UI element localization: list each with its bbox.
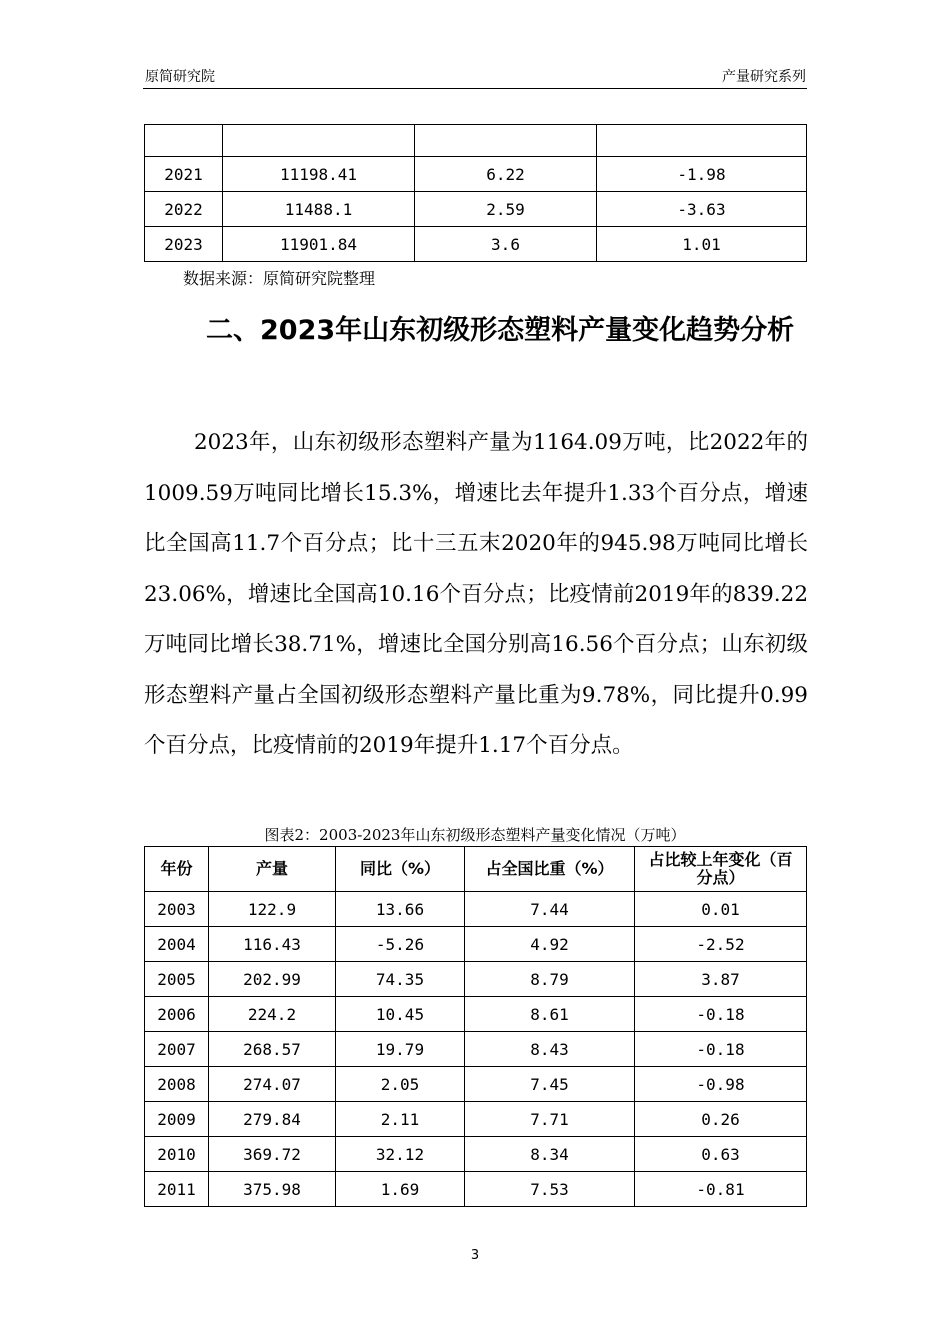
table-cell: 2.11 [336,1102,465,1137]
table-cell: 2006 [145,997,209,1032]
table-cell: -0.81 [635,1172,807,1207]
section-heading: 二、2023年山东初级形态塑料产量变化趋势分析 [206,315,795,346]
table-cell: 268.57 [209,1032,336,1067]
table-cell: 0.26 [635,1102,807,1137]
table-cell [597,125,807,157]
table-cell: 2.59 [415,192,597,227]
table-row [145,157,807,192]
table-cell: 7.53 [465,1172,635,1207]
table-cell: 4.92 [465,927,635,962]
table-cell: 2003 [145,892,209,927]
table-cell: 74.35 [336,962,465,997]
table-row [145,192,807,227]
table-row [145,892,807,927]
header-share-change: 占比较上年变化（百分点） [635,847,807,892]
table-cell: -0.18 [635,997,807,1032]
table-cell: 279.84 [209,1102,336,1137]
table-cell: 6.22 [415,157,597,192]
table-continued [144,124,807,262]
table-cell: 2007 [145,1032,209,1067]
table-cell: 1.69 [336,1172,465,1207]
data-source-note: 数据来源：原简研究院整理 [183,269,376,288]
table-row [145,1137,807,1172]
header-series-name: 产量研究系列 [722,69,806,85]
header-divider [143,88,807,89]
table-cell: 19.79 [336,1032,465,1067]
table-cell: 2009 [145,1102,209,1137]
table-cell: 1.01 [597,227,807,262]
table-cell: -3.63 [597,192,807,227]
table-cell: 2008 [145,1067,209,1102]
table-cell: 8.79 [465,962,635,997]
table-cell: 32.12 [336,1137,465,1172]
page-number: 3 [470,1248,480,1263]
header-yoy: 同比（%） [336,847,465,892]
table-cell: 2010 [145,1137,209,1172]
table-cell: 8.34 [465,1137,635,1172]
table-cell: 8.43 [465,1032,635,1067]
table-cell: 202.99 [209,962,336,997]
header-year: 年份 [145,847,209,892]
table-cell: 13.66 [336,892,465,927]
table-cell: 2021 [145,157,223,192]
table-header-row [145,847,807,892]
table-cell: 3.6 [415,227,597,262]
table-row [145,227,807,262]
table-cell: -2.52 [635,927,807,962]
table-cell: 2011 [145,1172,209,1207]
table-row [145,1067,807,1102]
table-cell: 11488.1 [223,192,415,227]
table-row-blank [145,125,807,157]
table-cell: 2005 [145,962,209,997]
table-cell: 116.43 [209,927,336,962]
table-cell: -0.98 [635,1067,807,1102]
table-cell: 7.45 [465,1067,635,1102]
table-cell [415,125,597,157]
table-caption: 图表2：2003-2023年山东初级形态塑料产量变化情况（万吨） [264,826,686,844]
table-cell: 369.72 [209,1137,336,1172]
table-cell: 3.87 [635,962,807,997]
table-row [145,927,807,962]
header-output: 产量 [209,847,336,892]
table-cell: 0.01 [635,892,807,927]
table-cell: 375.98 [209,1172,336,1207]
table-row [145,1032,807,1067]
table-cell: 11198.41 [223,157,415,192]
header-share: 占全国比重（%） [465,847,635,892]
table-cell [223,125,415,157]
table-cell: 7.71 [465,1102,635,1137]
table-cell: 2022 [145,192,223,227]
table-cell: 8.61 [465,997,635,1032]
table-cell: -1.98 [597,157,807,192]
table-row [145,1102,807,1137]
table-cell: -0.18 [635,1032,807,1067]
table-cell: 224.2 [209,997,336,1032]
table-row [145,962,807,997]
table-cell [145,125,223,157]
table-cell: 11901.84 [223,227,415,262]
table-cell: 122.9 [209,892,336,927]
header-org-name: 原简研究院 [145,69,215,85]
table-cell: 0.63 [635,1137,807,1172]
production-table [144,846,807,1207]
table-cell: 2023 [145,227,223,262]
table-cell: 10.45 [336,997,465,1032]
table-row [145,997,807,1032]
body-paragraph: 2023年，山东初级形态塑料产量为1164.09万吨，比2022年的1009.59万吨同比增长15.3%，增速比去年提升1.33个百分点，增速比全国高11.7个百分点；比十三五末2020年的945.98万吨同比增长23.06%，增速比全国高10.16个百分点；比疫情前2019年的839.22万吨同比增长38.71%，增速比全国分别高16.56个百分点；山东初级形态塑料产量占全国初级形态塑料产量比重为9.78%，同比提升0.99个百分点，比疫情前的2019年提升1.17个百分点。 [144,430,808,758]
table-row [145,1172,807,1207]
table-cell: 2004 [145,927,209,962]
table-cell: 274.07 [209,1067,336,1102]
table-cell: -5.26 [336,927,465,962]
table-cell: 7.44 [465,892,635,927]
table-cell: 2.05 [336,1067,465,1102]
